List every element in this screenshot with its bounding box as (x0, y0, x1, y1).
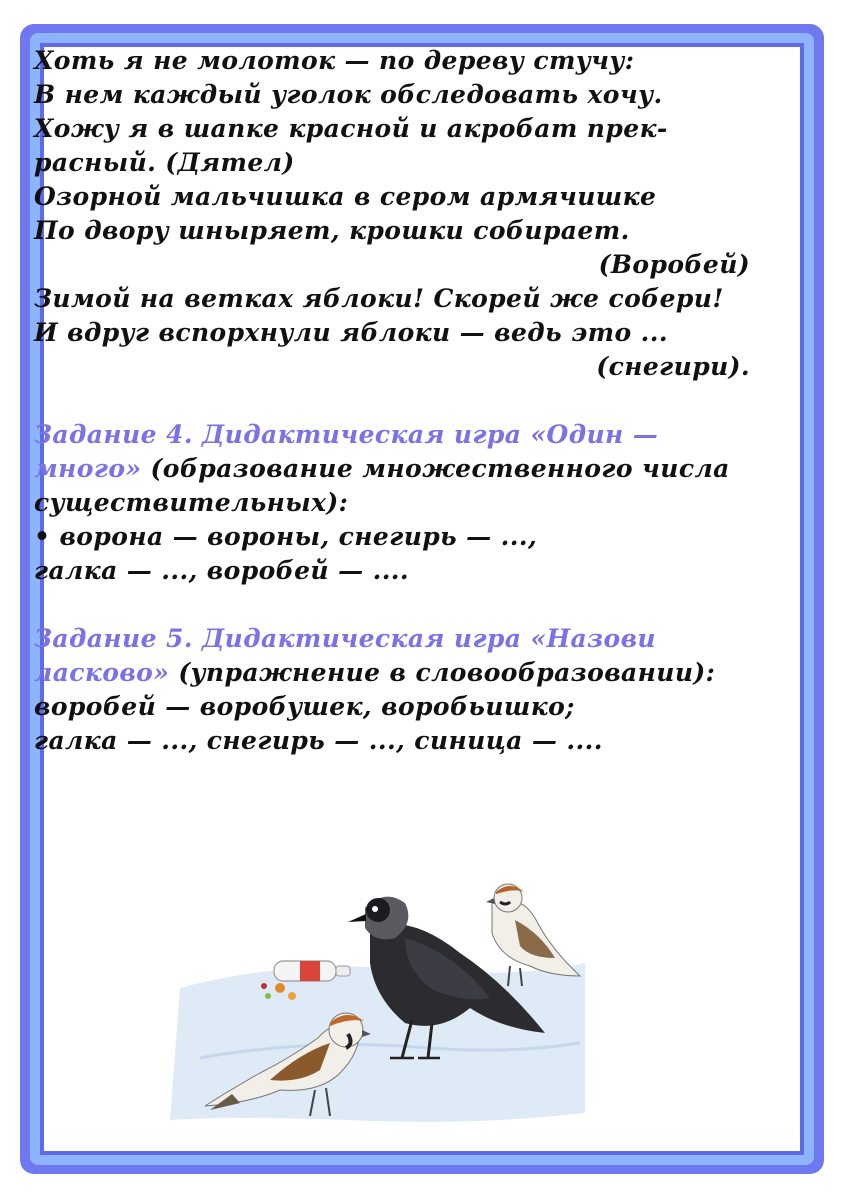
task-description-text: (образование множественного числа (141, 454, 730, 483)
task-title: Задание 4. Дидактическая игра «Один — (34, 420, 659, 449)
task-description: существительных): (34, 488, 349, 517)
task-description (34, 656, 756, 690)
task-title-end: много» (34, 454, 142, 483)
task-example: • ворона — вороны, снегирь — ..., (34, 522, 538, 551)
task-description-text: (упражнение в словообразовании): (169, 658, 716, 687)
riddle-line: По двору шныряет, крошки собирает. (34, 216, 630, 245)
task-title: Задание 5. Дидактическая игра «Назови (34, 624, 656, 653)
sparrow-icon (486, 884, 580, 986)
task-4 (34, 418, 756, 588)
task-description (34, 452, 756, 486)
task-5 (34, 622, 756, 758)
riddle-answer: (снегири). (596, 352, 750, 381)
riddle-line: В нем каждый уголок обследовать хочу. (34, 80, 663, 109)
riddle-line: Зимой на ветках яблоки! Скорей же собери! (34, 284, 724, 313)
section-gap (34, 384, 756, 418)
task-example: галка — ..., снегирь — ..., синица — .... (34, 726, 603, 755)
riddle-line: Озорной мальчишка в сером армячишке (34, 182, 657, 211)
riddle-line: Хоть я не молоток — по дереву стучу: (34, 46, 635, 75)
task-example: галка — ..., воробей — .... (34, 556, 410, 585)
jackdaw-and-sparrows-illustration (170, 858, 590, 1128)
bullfinch-riddle (34, 282, 756, 384)
task-title-end: ласково» (34, 658, 170, 687)
riddle-line: И вдруг вспорхнули яблоки — ведь это ... (34, 318, 668, 347)
riddle-answer: (Воробей) (598, 250, 750, 279)
section-gap (34, 588, 756, 622)
riddle-line: Хожу я в шапке красной и акробат прек- (34, 114, 668, 143)
woodpecker-riddle (34, 44, 756, 180)
sparrow-riddle (34, 180, 756, 282)
page-content (34, 44, 756, 758)
riddle-line: расный. (Дятел) (34, 148, 295, 177)
task-example: воробей — воробушек, воробьишко; (34, 692, 575, 721)
